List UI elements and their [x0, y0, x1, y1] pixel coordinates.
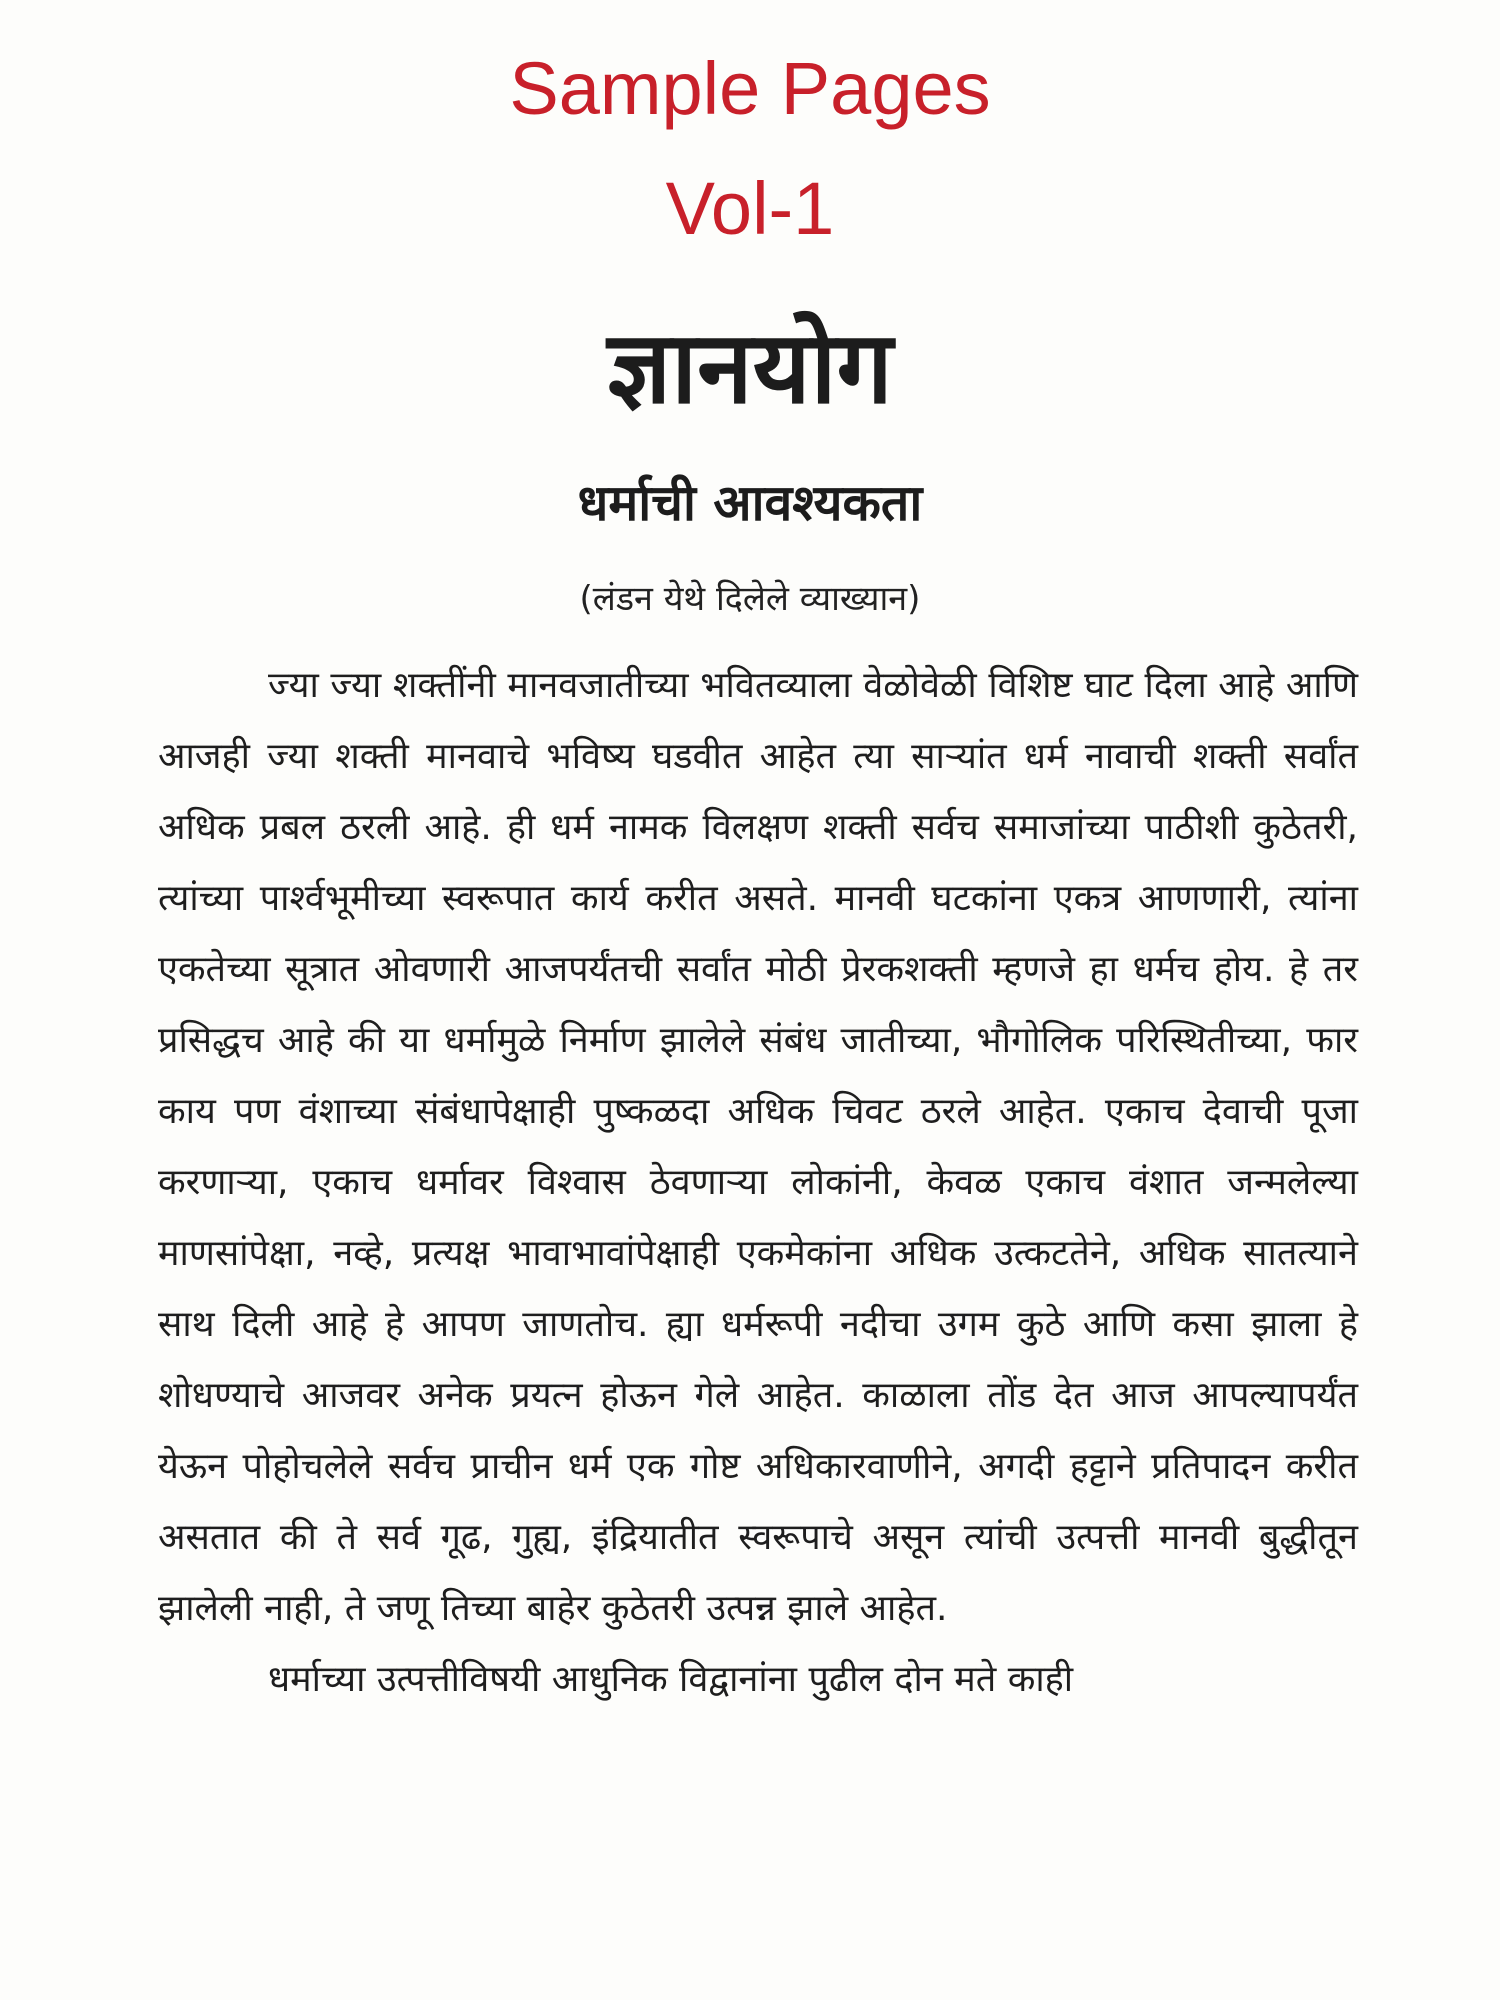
body-text — [158, 650, 1358, 1715]
volume-label: Vol-1 — [665, 167, 835, 250]
page-title: ज्ञानयोग — [607, 309, 893, 426]
chapter-heading: धर्माची आवश्यकता — [577, 474, 923, 532]
lecture-note: (लंडन येथे दिलेले व्याख्यान) — [579, 579, 921, 619]
sample-pages-label: Sample Pages — [509, 47, 991, 130]
paragraph-1: ज्या ज्या शक्तींनी मानवजातीच्या भवितव्याला वेळोवेळी विशिष्ट घाट दिला आहे आणि आजही ज्या शक्ती मानवाचे भविष्य घडवीत आहेत त्या साऱ्यांत धर्म नावाची शक्ती सर्वांत अधिक प्रबल ठरली आहे. ही धर्म नामक विलक्षण शक्ती सर्वच समाजांच्या पाठीशी कुठेतरी, त्यांच्या पार्श्वभूमीच्या स्वरूपात कार्य करीत असते. मानवी घटकांना एकत्र आणणारी, त्यांना एकतेच्या सूत्रात ओवणारी आजपर्यंतची सर्वांत मोठी प्रेरकशक्ती म्हणजे हा धर्मच होय. हे तर प्रसिद्धच आहे की या धर्मामुळे निर्माण झालेले संबंध जातीच्या, भौगोलिक परिस्थितीच्या, फार काय पण वंशाच्या संबंधापेक्षाही पुष्कळदा अधिक चिवट ठरले आहेत. एकाच देवाची पूजा करणाऱ्या, एकाच धर्मावर विश्वास ठेवणाऱ्या लोकांनी, केवळ एकाच वंशात जन्मलेल्या माणसांपेक्षा, नव्हे, प्रत्यक्ष भावाभावांपेक्षाही एकमेकांना अधिक उत्कटतेने, अधिक सातत्याने साथ दिली आहे हे आपण जाणतोच. ह्या धर्मरूपी नदीचा उगम कुठे आणि कसा झाला हे शोधण्याचे आजवर अनेक प्रयत्न होऊन गेले आहेत. काळाला तोंड देत आज आपल्यापर्यंत येऊन पोहोचलेले सर्वच प्राचीन धर्म एक गोष्ट अधिकारवाणीने, अगदी हट्टाने प्रतिपादन करीत असतात की ते सर्व गूढ, गुह्य, इंद्रियातीत स्वरूपाचे असून त्यांची उत्पत्ती मानवी बुद्धीतून झालेली नाही, ते जणू तिच्या बाहेर कुठेतरी उत्पन्न झाले आहेत. — [158, 665, 1358, 1629]
paragraph-2: धर्माच्या उत्पत्तीविषयी आधुनिक विद्वानांना पुढील दोन मते काही — [268, 1659, 1074, 1700]
